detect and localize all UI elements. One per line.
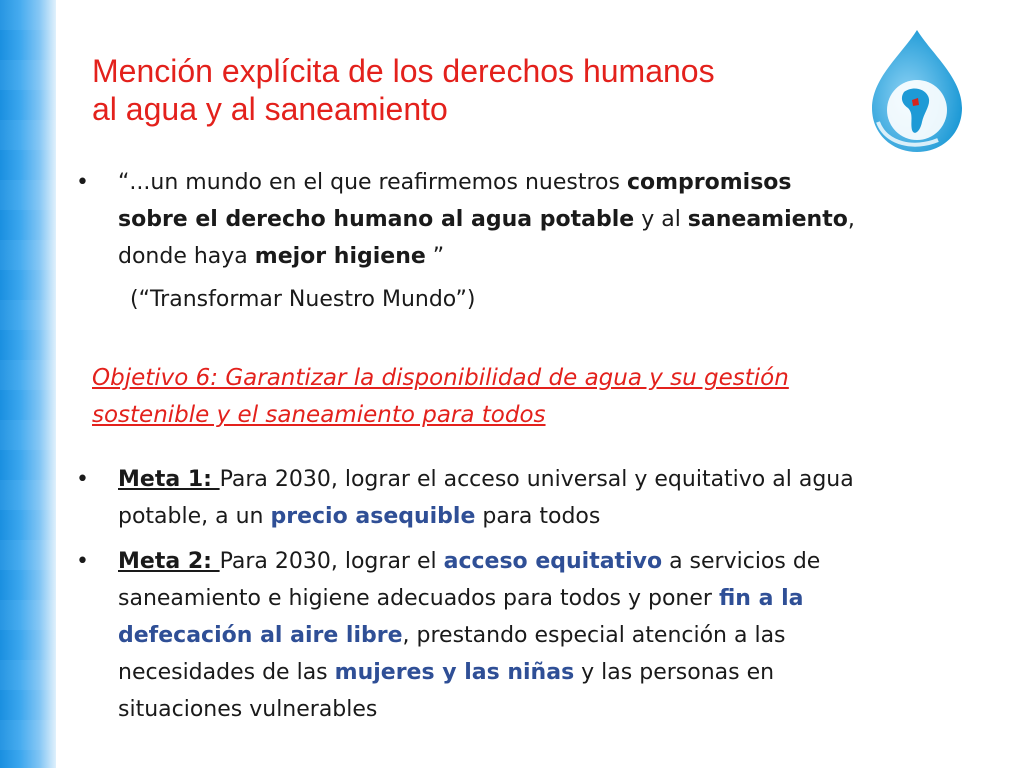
quote-text: donde haya (118, 244, 255, 269)
meta-2-line-1 (118, 543, 978, 580)
meta-text: a servicios de (662, 549, 821, 574)
meta-1-label: Meta 1: (118, 467, 220, 492)
quote-line-3 (118, 238, 978, 275)
quote-text: y al (634, 207, 688, 232)
quote-text: ” (425, 244, 445, 269)
meta-highlight: fin a la (718, 586, 804, 611)
quote-source: (“Transformar Nuestro Mundo”) (130, 287, 476, 312)
meta-2-line-5: situaciones vulnerables (118, 697, 378, 722)
meta-text: saneamiento e higiene adecuados para todos y poner (118, 586, 719, 611)
quote-text: , (847, 207, 855, 232)
meta-text: potable, a un (118, 504, 271, 529)
quote-paragraph (118, 164, 978, 275)
meta-text: Para 2030, lograr el acceso universal y equitativo al agua (219, 467, 854, 492)
objective-line-2: sostenible y el saneamiento para todos (92, 402, 546, 428)
meta-text: , prestando especial atención a las (402, 623, 786, 648)
meta-text: y las personas en (574, 660, 775, 685)
meta-2-line-2 (118, 580, 978, 617)
meta-1-line-1 (118, 461, 978, 498)
bullet-quote: • (76, 170, 89, 195)
objective-line-1: Objetivo 6: Garantizar la disponibilidad de agua y su gestión (92, 365, 789, 391)
meta-2-paragraph (118, 543, 978, 728)
quote-line-1 (118, 164, 978, 201)
meta-2-line-3 (118, 617, 978, 654)
meta-highlight: mujeres y las niñas (334, 660, 575, 685)
bullet-meta-2: • (76, 549, 89, 574)
meta-2-label: Meta 2: (118, 549, 220, 574)
title-line-2: al agua y al saneamiento (92, 91, 448, 127)
meta-text: Para 2030, lograr el (219, 549, 444, 574)
meta-highlight: precio asequible (270, 504, 476, 529)
meta-1-line-2 (118, 498, 978, 535)
quote-bold: sobre el derecho humano al agua potable (118, 207, 635, 232)
quote-text: “...un mundo en el que reafirmemos nuestros (118, 170, 627, 195)
quote-bold: mejor higiene (254, 244, 426, 269)
meta-text: necesidades de las (118, 660, 335, 685)
meta-highlight: defecación al aire libre (118, 623, 403, 648)
quote-bold: saneamiento (687, 207, 848, 232)
meta-highlight: acceso equitativo (443, 549, 663, 574)
meta-2-line-4 (118, 654, 978, 691)
bullet-meta-1: • (76, 467, 89, 492)
objective-6-heading (92, 360, 972, 434)
quote-bold: compromisos (626, 170, 792, 195)
meta-text: para todos (475, 504, 601, 529)
meta-1-paragraph (118, 461, 978, 535)
title-line-1: Mención explícita de los derechos humanos (92, 53, 715, 89)
quote-line-2 (118, 201, 978, 238)
